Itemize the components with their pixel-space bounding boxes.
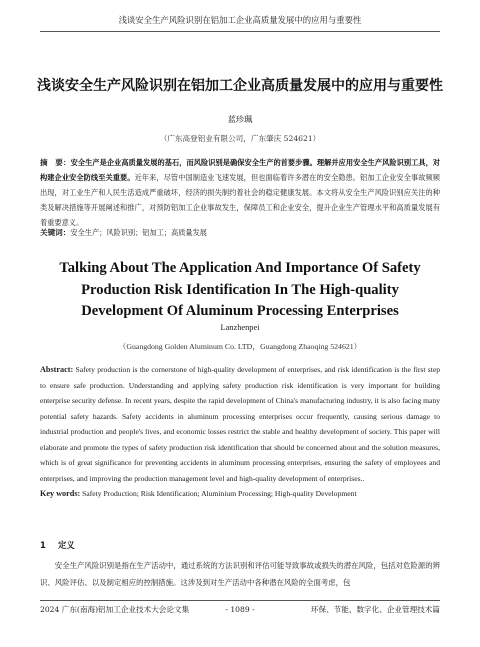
english-title: Talking About The Application And Importance Of Safety Production Risk Identification In The High-quality Development Of Aluminum Processing Enterprises (59, 260, 421, 319)
chinese-author: 蓝珍珮 (227, 114, 253, 124)
english-abstract-text: Safety production is the cornerstone of high-quality development of enterprises, and risk identification is the first step to ensure safe production. Understanding and applying safety production risk identification is very important for building enterprise security defense. In recent years, despite the rapid development of China's manufacturing industry, it is also facing many potential safety hazards. Safety accidents in aluminum processing enterprises occur frequently, causing serious damage to industrial production and people's lives, and economic losses restrict the stable and healthy development of society. This paper will elaborate and promote the types of safety production risk identification that should be concerned about and the solution measures, which is of great significance for preventing accidents in aluminum processing enterprises, ensuring the safety of employees and enterprises, and improving the production management level and high-quality development of enterprises.. (40, 365, 440, 483)
english-keywords-label: Key words: (40, 489, 81, 498)
section-body: 安全生产风险识别是指在生产活动中，通过系统的方法识别和评估可能导致事故或损失的潜在风险，包括对危险源的辨识、风险评估、以及制定相应的控制措施。这涉及到对生产活动中各种潜在风险的全面考虑，包 (40, 561, 440, 587)
english-abstract-label: Abstract: (40, 365, 74, 374)
footer-section: 环保、节能、数字化、企业管理技术篇 (310, 605, 440, 614)
chinese-abstract-emphasis: 安全生产是企业高质量发展的基石，而风险识别是确保安全生产的首要步骤。理解并应用安全生产风险识别工具，对构建企业安全防线至关重要。 (40, 158, 440, 182)
chinese-abstract-text: 近年来，尽管中国制造业飞速发展，但也面临着许多潜在的安全隐患。铝加工企业安全事故频频出现，对工业生产和人民生活造成严重破坏，经济的损失制约着社会的稳定健康发展。本文将从安全生产风险识别应关注的种类及解决措施等开展阐述和推广，对预防铝加工企业事故发生，保障员工和企业安全，提升企业生产管理水平和高质量发展有着重要意义。 (40, 173, 440, 227)
running-header: 浅谈安全生产风险识别在铝加工企业高质量发展中的应用与重要性 (40, 9, 440, 32)
section-heading (40, 539, 75, 551)
english-abstract (40, 362, 440, 486)
english-keywords-text: Safety Production; Risk Identification; Aluminium Processing; High-quality Development (82, 489, 357, 498)
chinese-affiliation: （广东高登铝业有限公司，广东肇庆 524621） (159, 134, 321, 143)
page-number: - 1089 - (225, 605, 255, 614)
chinese-abstract-label: 摘 要： (40, 158, 71, 167)
chinese-keywords (40, 227, 440, 238)
section-title: 定义 (58, 540, 75, 550)
chinese-title: 浅谈安全生产风险识别在铝加工企业高质量发展中的应用与重要性 (37, 78, 443, 94)
english-affiliation: （Guangdong Golden Aluminum Co. LTD，Guangdong Zhaoqing 524621） (118, 342, 362, 351)
chinese-abstract (40, 155, 440, 230)
footer-proceedings: 2024 广东(南海)铝加工企业技术大会论文集 (40, 605, 190, 614)
english-author: Lanzhenpei (220, 323, 260, 332)
chinese-keywords-label: 关键词： (40, 228, 71, 237)
page-footer (40, 600, 440, 619)
section-number: 1 (40, 540, 46, 550)
english-keywords (40, 489, 440, 498)
chinese-keywords-text: 安全生产；风险识别；铝加工；高质量发展 (70, 228, 207, 237)
